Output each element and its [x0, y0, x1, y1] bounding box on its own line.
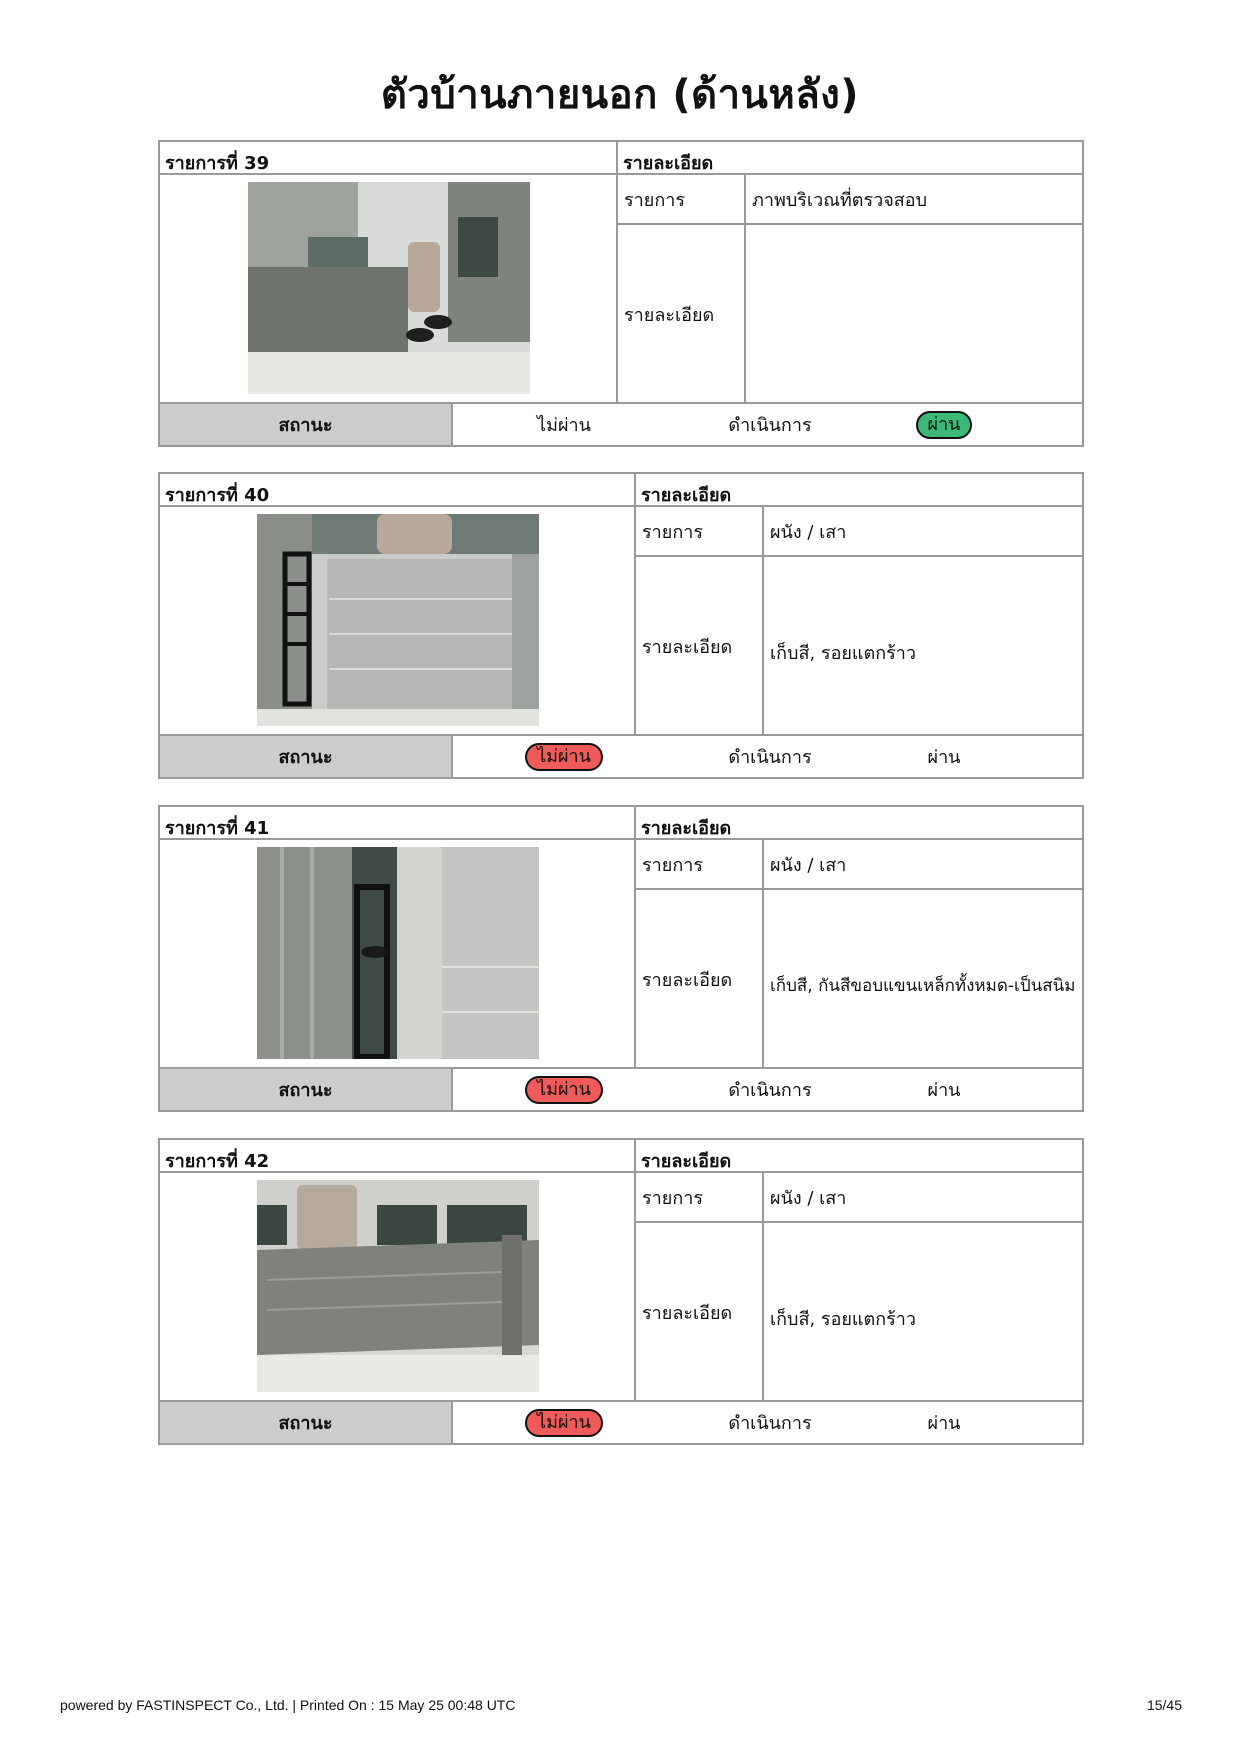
- inspection-item-card: [158, 805, 1084, 1112]
- status-bar: [160, 734, 1082, 777]
- inspection-item-card: [158, 140, 1084, 447]
- item-value: ผนัง / เสา: [764, 840, 1082, 890]
- fail-badge: ไม่ผ่าน: [525, 1409, 603, 1437]
- photo-area: [160, 507, 636, 736]
- details-value: เก็บสี, กันสีขอบแขนเหล็กทั้งหมด-เป็นสนิม: [770, 976, 1076, 996]
- status-option-in-progress[interactable]: [700, 1402, 840, 1443]
- details-label: รายละเอียด: [618, 225, 746, 404]
- inspection-photo[interactable]: [248, 182, 530, 394]
- status-label: สถานะ: [160, 1402, 453, 1443]
- in-progress-text: ดำเนินการ: [728, 1080, 812, 1101]
- item-label: รายการ: [636, 1173, 764, 1223]
- details-value: เก็บสี, รอยแตกร้าว: [770, 643, 917, 664]
- details-header: รายละเอียด: [636, 807, 1082, 840]
- item-number: รายการที่ 41: [160, 807, 636, 840]
- item-label: รายการ: [618, 175, 746, 225]
- item-value: ภาพบริเวณที่ตรวจสอบ: [746, 175, 1082, 225]
- page-title: ตัวบ้านภายนอก (ด้านหลัง): [380, 72, 860, 118]
- item-value: ผนัง / เสา: [764, 1173, 1082, 1223]
- details-value: เก็บสี, รอยแตกร้าว: [770, 1309, 917, 1330]
- item-number: รายการที่ 39: [160, 142, 618, 175]
- details-header: รายละเอียด: [636, 474, 1082, 507]
- details-label: รายละเอียด: [636, 557, 764, 736]
- status-option-pass[interactable]: [896, 1069, 992, 1110]
- inspection-photo[interactable]: [257, 847, 539, 1059]
- details-label: รายละเอียด: [636, 890, 764, 1069]
- fail-badge: ไม่ผ่าน: [525, 1076, 603, 1104]
- inspection-item-card: [158, 1138, 1084, 1445]
- item-label: รายการ: [636, 840, 764, 890]
- photo-area: [160, 175, 618, 404]
- fail-badge: ไม่ผ่าน: [525, 743, 603, 771]
- status-option-pass[interactable]: [896, 736, 992, 777]
- pass-badge: ผ่าน: [916, 411, 973, 439]
- in-progress-text: ดำเนินการ: [728, 1413, 812, 1434]
- inspection-photo[interactable]: [257, 514, 539, 726]
- status-option-pass[interactable]: [896, 404, 992, 445]
- item-number: รายการที่ 42: [160, 1140, 636, 1173]
- status-option-fail[interactable]: [516, 736, 612, 777]
- in-progress-text: ดำเนินการ: [728, 415, 812, 436]
- status-label: สถานะ: [160, 1069, 453, 1110]
- status-label: สถานะ: [160, 736, 453, 777]
- details-value: [746, 225, 1082, 404]
- pass-text: ผ่าน: [927, 1413, 961, 1434]
- inspection-photo[interactable]: [257, 1180, 539, 1392]
- details-label: รายละเอียด: [636, 1223, 764, 1402]
- item-number: รายการที่ 40: [160, 474, 636, 507]
- item-label: รายการ: [636, 507, 764, 557]
- status-option-in-progress[interactable]: [700, 1069, 840, 1110]
- status-option-fail[interactable]: [516, 1402, 612, 1443]
- status-bar: [160, 1400, 1082, 1443]
- photo-area: [160, 840, 636, 1069]
- footer-powered-by: powered by FASTINSPECT Co., Ltd. | Printed On : 15 May 25 00:48 UTC: [60, 1697, 516, 1713]
- status-option-pass[interactable]: [896, 1402, 992, 1443]
- status-option-in-progress[interactable]: [700, 404, 840, 445]
- fail-text: ไม่ผ่าน: [537, 415, 591, 436]
- pass-text: ผ่าน: [927, 1080, 961, 1101]
- status-option-in-progress[interactable]: [700, 736, 840, 777]
- photo-area: [160, 1173, 636, 1402]
- pass-text: ผ่าน: [927, 747, 961, 768]
- status-option-fail[interactable]: [516, 1069, 612, 1110]
- status-option-fail[interactable]: [516, 404, 612, 445]
- details-header: รายละเอียด: [636, 1140, 1082, 1173]
- status-bar: [160, 402, 1082, 445]
- details-header: รายละเอียด: [618, 142, 1082, 175]
- status-label: สถานะ: [160, 404, 453, 445]
- inspection-item-card: [158, 472, 1084, 779]
- item-value: ผนัง / เสา: [764, 507, 1082, 557]
- in-progress-text: ดำเนินการ: [728, 747, 812, 768]
- status-bar: [160, 1067, 1082, 1110]
- page-number: 15/45: [1146, 1697, 1182, 1713]
